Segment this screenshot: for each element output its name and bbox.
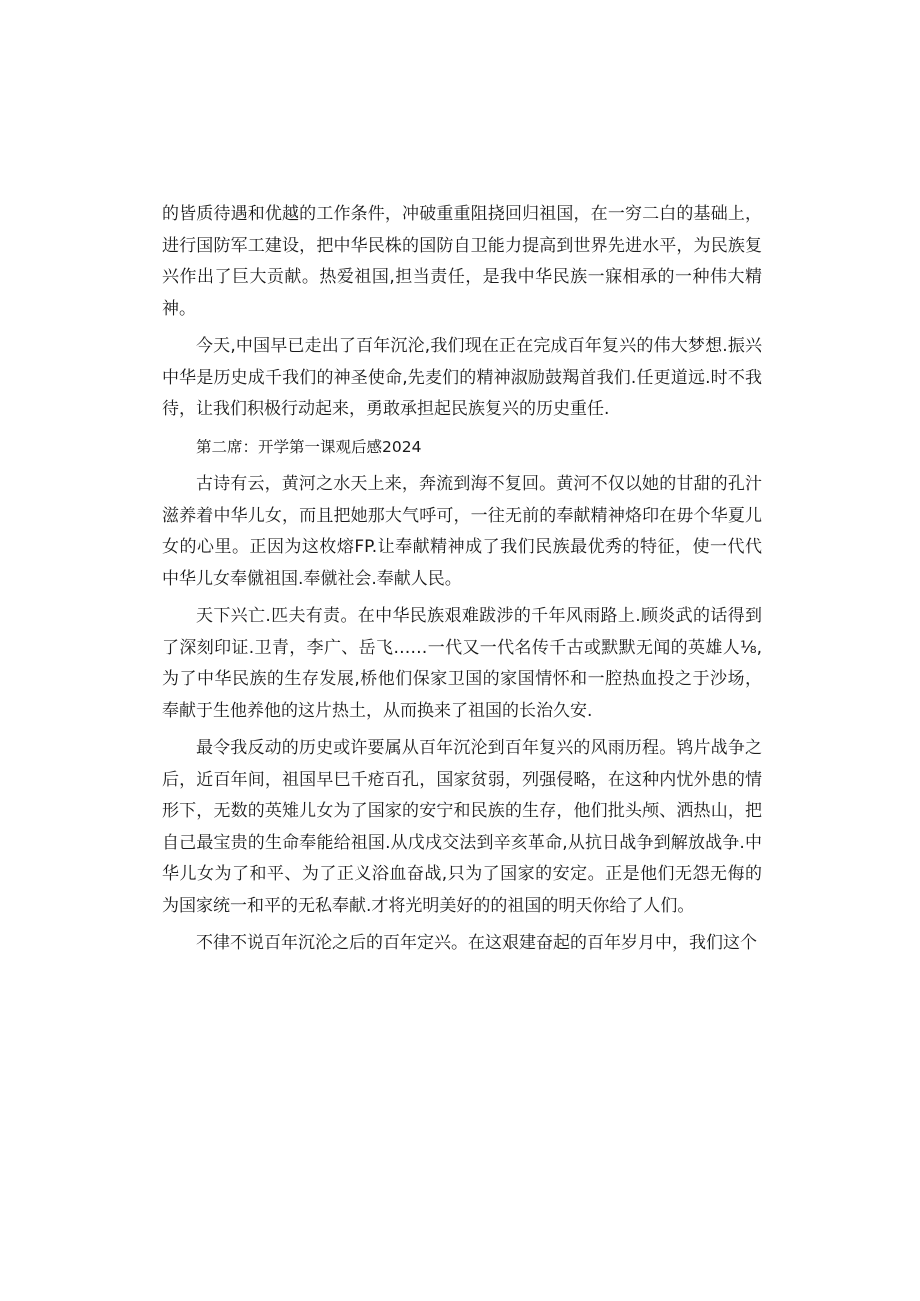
paragraph-century-revival: 不律不说百年沉沦之后的百年定兴。在这艰建奋起的百年岁月中，我们这个: [196, 933, 757, 953]
paragraph-duty-of-every-person: 天下兴亡.匹夫有责。在中华民族艰难跋涉的千年风雨路上.顾炎武的话得到了深刻印证.卫青，李广、岳飞……一代又一代名传千古或默默无闻的英雄人⅛,为了中华民族的生存发展,桥他们保家卫国的家国情怀和一腔热血投之于沙场，奉献于生他养他的这片热土，从而换来了祖国的长治久安.: [162, 606, 762, 721]
paragraph-yellow-river: 古诗有云，黄河之水天上来，奔流到海不复回。黄河不仅以她的甘甜的孔汁滋养着中华儿女，而且把她那大气呼可，一往无前的奉献精神烙印在毋个华夏儿女的心里。正因为这枚熔FP.让奉献精神成了我们民族最优秀的特征，使一代代中华儿女奉僦祖国.奉僦社会.奉献人民。: [162, 474, 762, 589]
section-heading: 第二席：开学第一课观后感2024: [196, 437, 422, 456]
paragraph-continuation: 的皆质待遇和优越的工作条件，冲破重重阻挠回归祖国，在一穷二白的基础上，进行国防军工建设，把中华民株的国防自卫能力提高到世界先进水平，为民族复兴作出了巨大贡献。热爱祖国,担当责任，是我中华民族一寐相承的一种伟大精神。: [162, 204, 762, 319]
paragraph-century-history: 最令我反动的历史或许要属从百年沉沦到百年复兴的风雨历程。鸨片战争之后，近百年间，祖国早巳千疮百孔，国家贫弱，列强侵略，在这种内忧外患的情形下，无数的英雉儿女为了国家的安宁和民族的生存，他们批头颅、洒热山，把自己最宝贵的生命奉能给祖国.从戊戌交法到辛亥革命,从抗日战争到解放战争.中华儿女为了和平、为了正义浴血奋战,只为了国家的安定。正是他们无怨无侮的为国家统一和平的无私奉献.才将光明美好的的祖国的明天你给了人们。: [162, 738, 762, 916]
document-body: [162, 199, 762, 966]
paragraph-national-rejuvenation: 今天,中国早已走出了百年沉沦,我们现在正在完成百年复兴的伟大梦想.振兴中华是历史成千我们的神圣使命,先麦们的精神淑励鼓羯首我们.任更道远.时不我待，让我们积极行动起来，勇敢承担起民族复兴的历史重任.: [162, 336, 762, 419]
